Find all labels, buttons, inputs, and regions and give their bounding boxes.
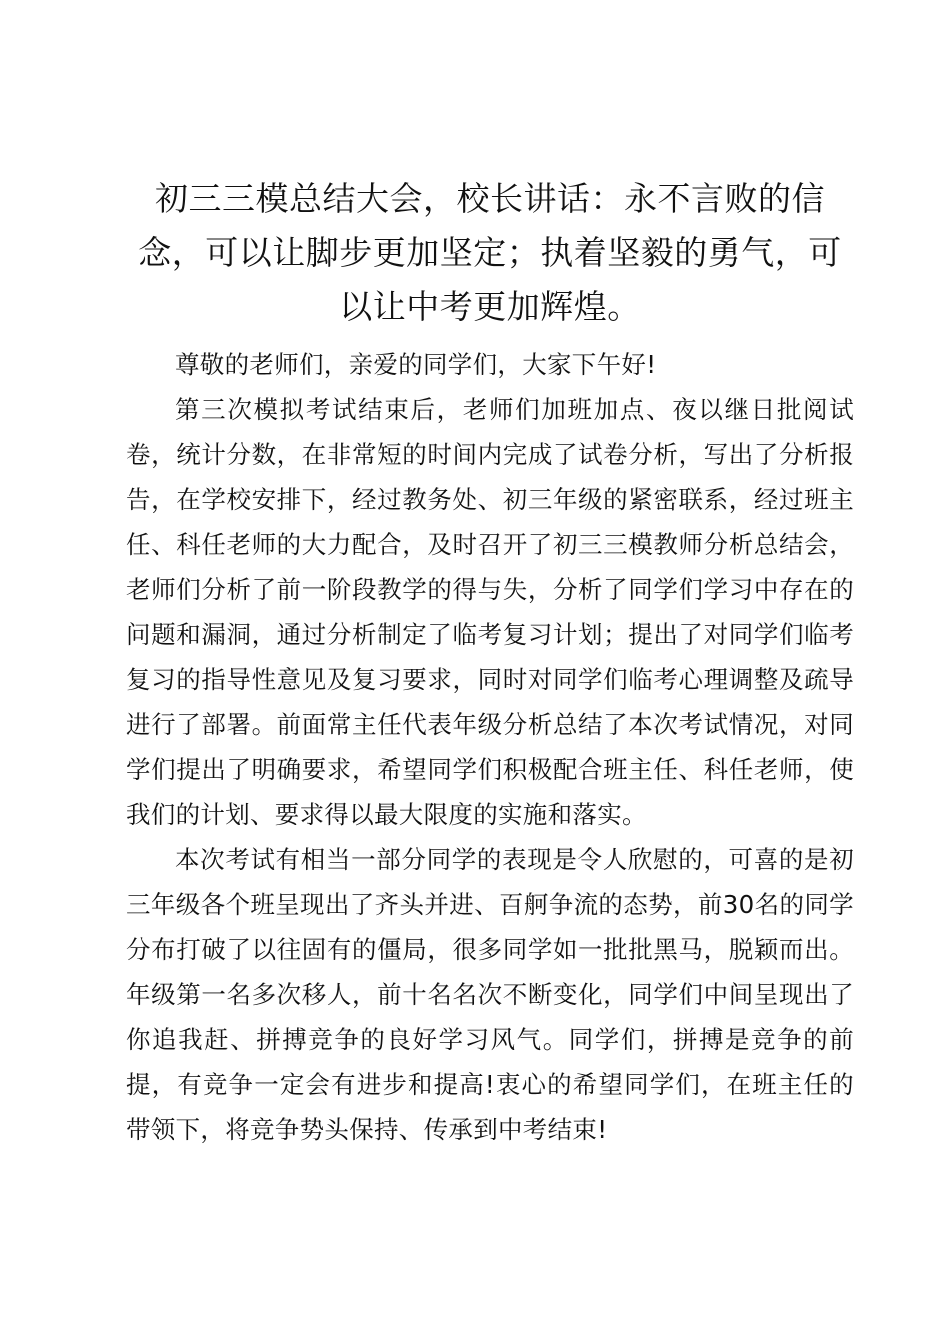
document-title: 初三三模总结大会，校长讲话：永不言败的信念，可以让脚步更加坚定；执着坚毅的勇气，可以让中考更加辉煌。 [138,179,842,326]
paragraph-exam-results: 本次考试有相当一部分同学的表现是令人欣慰的，可喜的是初三年级各个班呈现出了齐头并进、百舸争流的态势，前30名的同学分布打破了以往固有的僵局，很多同学如一批批黑马，脱颖而出。年级第一名多次移人，前十名名次不断变化，同学们中间呈现出了你追我赶、拼搏竞争的良好学习风气。同学们，拼搏是竞争的前提，有竞争一定会有进步和提高!衷心的希望同学们，在班主任的带领下，将竞争势头保持、传承到中考结束! [126,845,854,1144]
paragraph-exam-analysis: 第三次模拟考试结束后，老师们加班加点、夜以继日批阅试卷，统计分数，在非常短的时间内完成了试卷分析，写出了分析报告，在学校安排下，经过教务处、初三年级的紧密联系，经过班主任、科任老师的大力配合，及时召开了初三三模教师分析总结会，老师们分析了前一阶段教学的得与失，分析了同学们学习中存在的问题和漏洞，通过分析制定了临考复习计划；提出了对同学们临考复习的指导性意见及复习要求，同时对同学们临考心理调整及疏导进行了部署。前面常主任代表年级分析总结了本次考试情况，对同学们提出了明确要求，希望同学们积极配合班主任、科任老师，使我们的计划、要求得以最大限度的实施和落实。 [126,395,854,829]
paragraph-greeting: 尊敬的老师们，亲爱的同学们，大家下午好! [175,350,657,379]
document-page [126,172,854,1152]
